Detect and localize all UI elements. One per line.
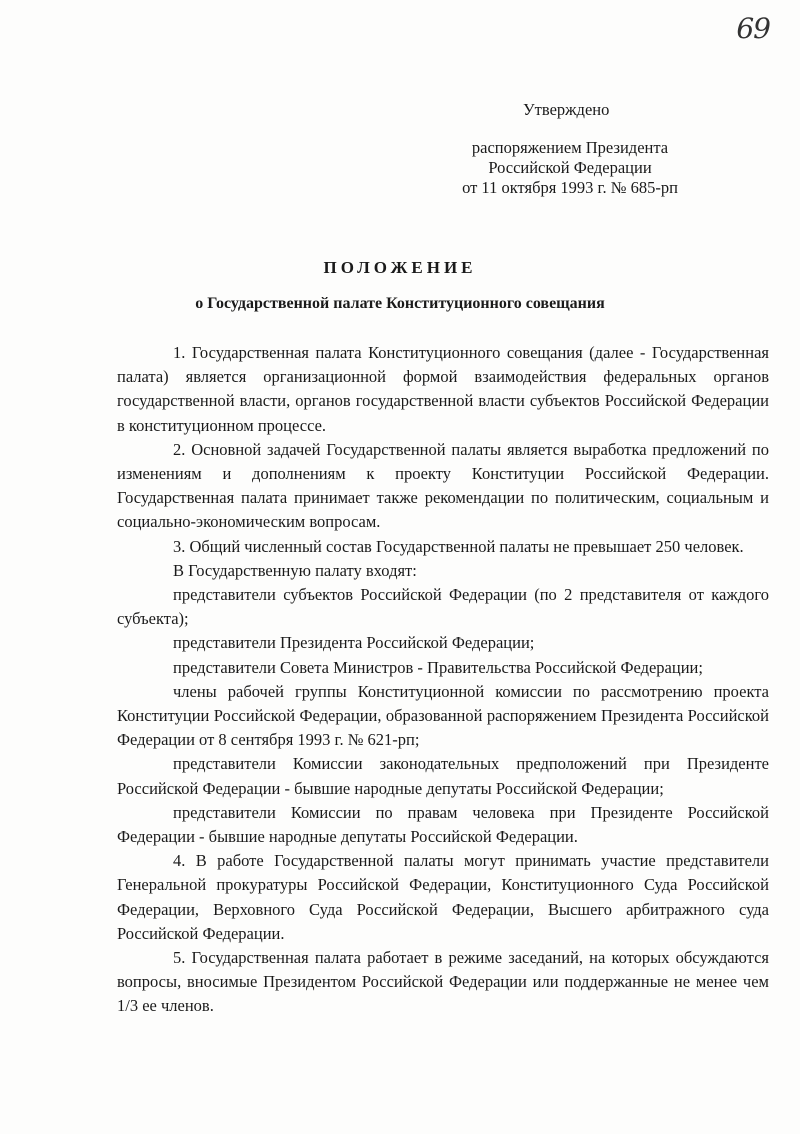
- handwritten-page-number: 69: [736, 12, 770, 45]
- paragraph: представители Президента Российской Федерации;: [173, 633, 535, 653]
- paragraph: 5. Государственная палата работает в режиме заседаний, на которых обсуждаются вопросы, вносимые Президентом Российской Федерации или поддержанные не менее чем 1/3 ее членов.: [117, 948, 769, 1016]
- paragraph: В Государственную палату входят:: [173, 560, 417, 580]
- approval-heading: Утверждено: [523, 100, 610, 119]
- paragraph: 2. Основной задачей Государственной палаты является выработка предложений по изменениям и дополнениям к проекту Конституции Российской Федерации. Государственная палата принимает также рекомендации по политическим, социальным и социально-экономическим вопросам.: [117, 439, 769, 532]
- document-subtitle: о Государственной палате Конституционного совещания: [195, 295, 605, 312]
- approval-order-line: распоряжением Президента: [471, 138, 669, 157]
- paragraph: 4. В работе Государственной палаты могут принимать участие представители Генеральной прокуратуры Российской Федерации, Конституционного Суда Российской Федерации, Верховного Суда Российской Федерации, Высшего арбитражного суда Российской Федерации.: [117, 851, 769, 943]
- document-title: ПОЛОЖЕНИЕ: [323, 258, 477, 277]
- paragraph: представители Комиссии по правам человека при Президенте Российской Федерации - бывшие народные депутаты Российской Федерации.: [117, 802, 769, 847]
- document-body: [117, 341, 769, 1019]
- paragraph: 1. Государственная палата Конституционного совещания (далее - Государственная палата) является организационной формой взаимодействия федеральных органов государственной власти, органов государственной власти субъектов Российской Федерации в конституционном процессе.: [117, 343, 769, 435]
- paragraph: представители субъектов Российской Федерации (по 2 представителя от каждого субъекта);: [117, 585, 769, 629]
- paragraph: члены рабочей группы Конституционной комиссии по рассмотрению проекта Конституции Российской Федерации, образованной распоряжением Президента Российской Федерации от 8 сентября 1993 г. № 621-рп;: [117, 681, 769, 750]
- paragraph: представители Комиссии законодательных предположений при Президенте Российской Федерации - бывшие народные депутаты Российской Федерации;: [117, 754, 769, 798]
- paragraph: представители Совета Министров - Правительства Российской Федерации;: [173, 657, 703, 677]
- approval-federation-line: Российской Федерации: [488, 158, 652, 177]
- paragraph: 3. Общий численный состав Государственной палаты не превышает 250 человек.: [173, 536, 744, 556]
- approval-block: [440, 100, 700, 198]
- approval-date-number: от 11 октября 1993 г. № 685-рп: [462, 178, 678, 197]
